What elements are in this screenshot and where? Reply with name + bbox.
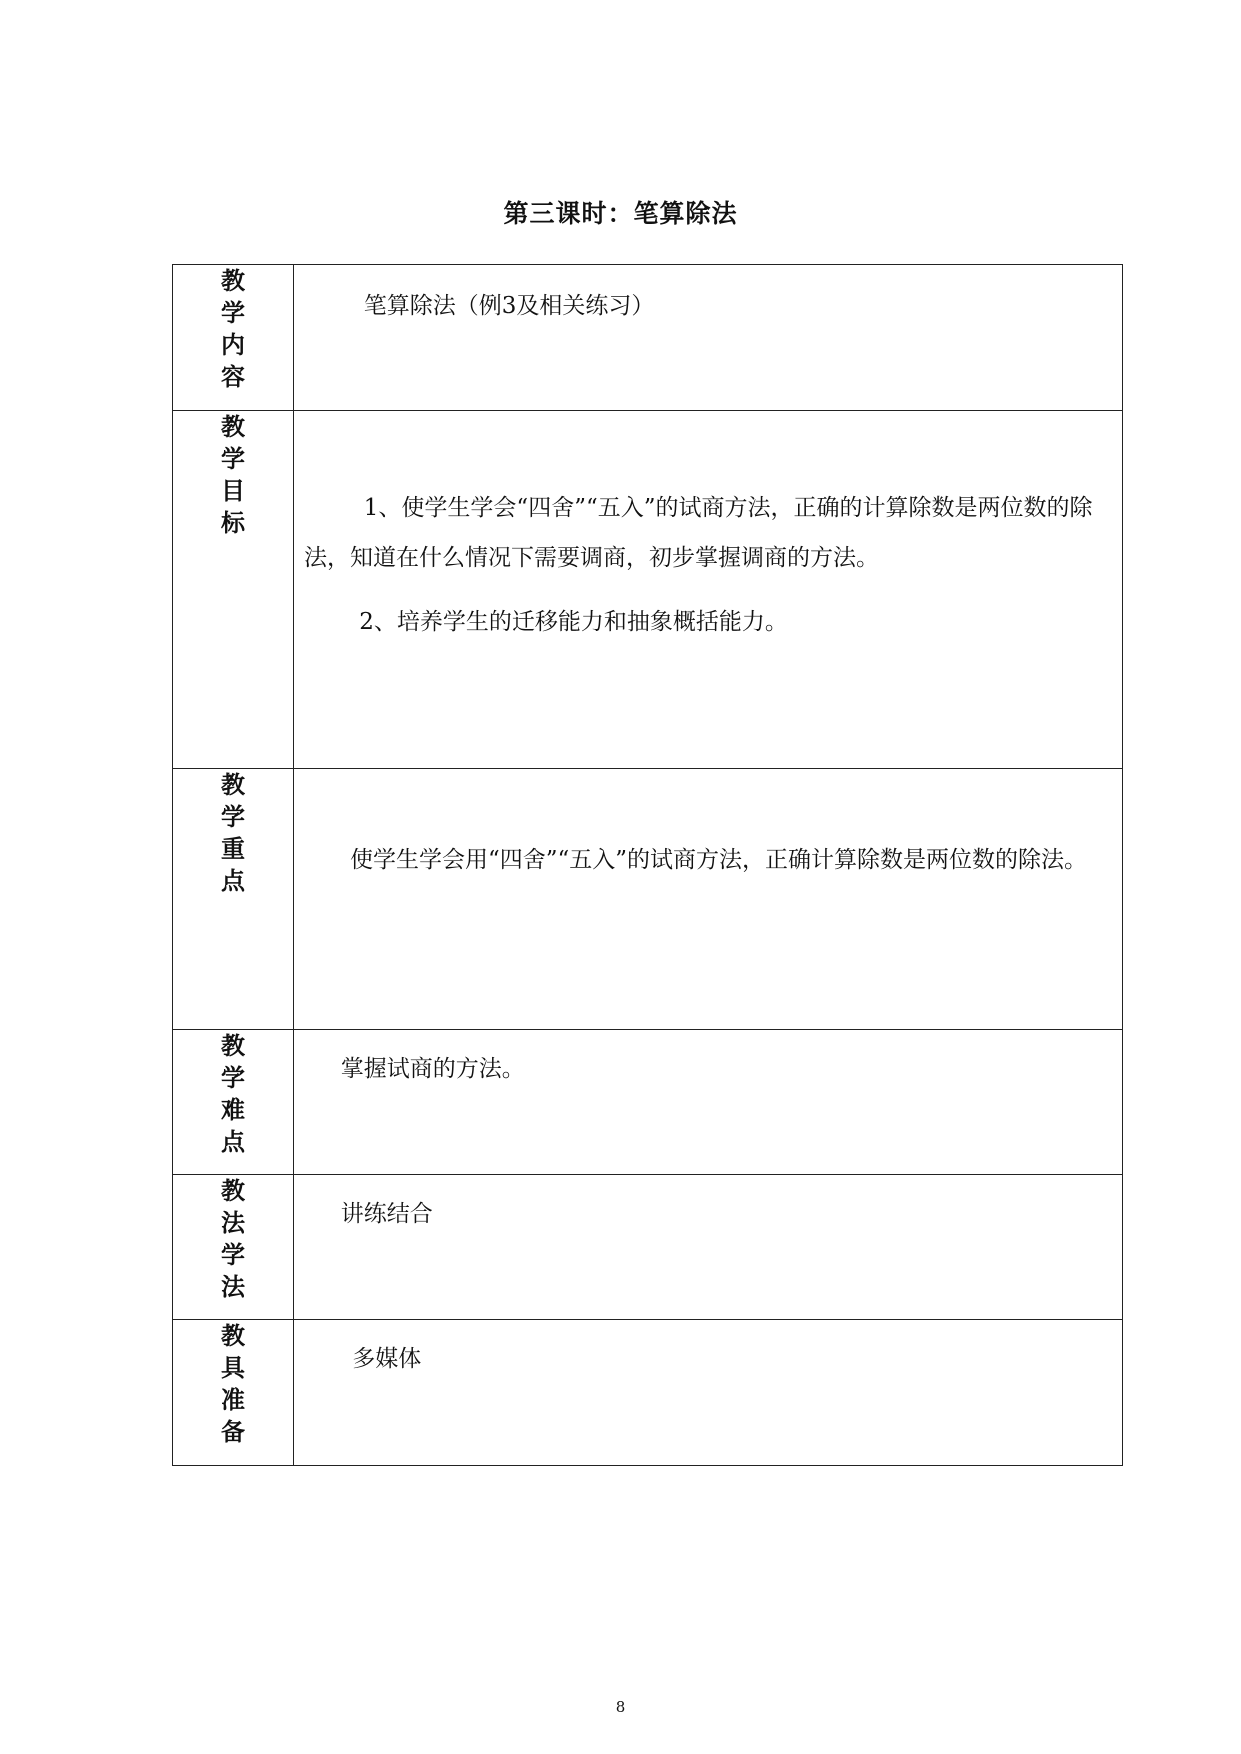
row-content-cell bbox=[294, 265, 1123, 411]
content-paragraph: 讲练结合 bbox=[340, 1201, 433, 1227]
row-label: 教法学法 bbox=[221, 1177, 245, 1301]
content-paragraph: 2、培养学生的迁移能力和抽象概括能力。 bbox=[359, 609, 788, 635]
row-label: 教学内容 bbox=[221, 267, 245, 391]
content-paragraph: 多媒体 bbox=[352, 1346, 422, 1372]
page-number: 8 bbox=[615, 1698, 626, 1716]
row-label-cell bbox=[173, 265, 294, 411]
row-label: 教学目标 bbox=[221, 413, 245, 537]
row-label: 教学难点 bbox=[221, 1032, 245, 1156]
row-content-cell bbox=[294, 769, 1123, 1030]
table-row-teaching-content bbox=[173, 265, 1123, 411]
row-content-cell bbox=[294, 1175, 1123, 1320]
row-label: 教具准备 bbox=[221, 1322, 245, 1446]
table-row-teaching-aids bbox=[173, 1320, 1123, 1466]
content-paragraph: 1、使学生学会“四舍”“五入”的试商方法，正确的计算除数是两位数的除法，知道在什么情况下需要调商，初步掌握调商的方法。 bbox=[304, 495, 1093, 571]
row-label-cell bbox=[173, 1175, 294, 1320]
content-paragraph: 笔算除法（例3及相关练习） bbox=[363, 293, 655, 319]
row-content-cell bbox=[294, 1030, 1123, 1175]
row-label-cell bbox=[173, 1030, 294, 1175]
row-label-cell bbox=[173, 769, 294, 1030]
page-title: 第三课时：笔算除法 bbox=[503, 199, 738, 228]
row-label: 教学重点 bbox=[221, 771, 245, 895]
table-row-key-points bbox=[173, 769, 1123, 1030]
row-label-cell bbox=[173, 1320, 294, 1466]
row-label-cell bbox=[173, 411, 294, 769]
row-content-cell bbox=[294, 1320, 1123, 1466]
lesson-plan-table bbox=[172, 264, 1123, 1466]
table-row-teaching-goals bbox=[173, 411, 1123, 769]
table-row-difficulties bbox=[173, 1030, 1123, 1175]
content-paragraph: 使学生学会用“四舍”“五入”的试商方法，正确计算除数是两位数的除法。 bbox=[350, 847, 1088, 873]
row-content-cell bbox=[294, 411, 1123, 769]
content-paragraph: 掌握试商的方法。 bbox=[340, 1056, 525, 1082]
table-row-methods bbox=[173, 1175, 1123, 1320]
